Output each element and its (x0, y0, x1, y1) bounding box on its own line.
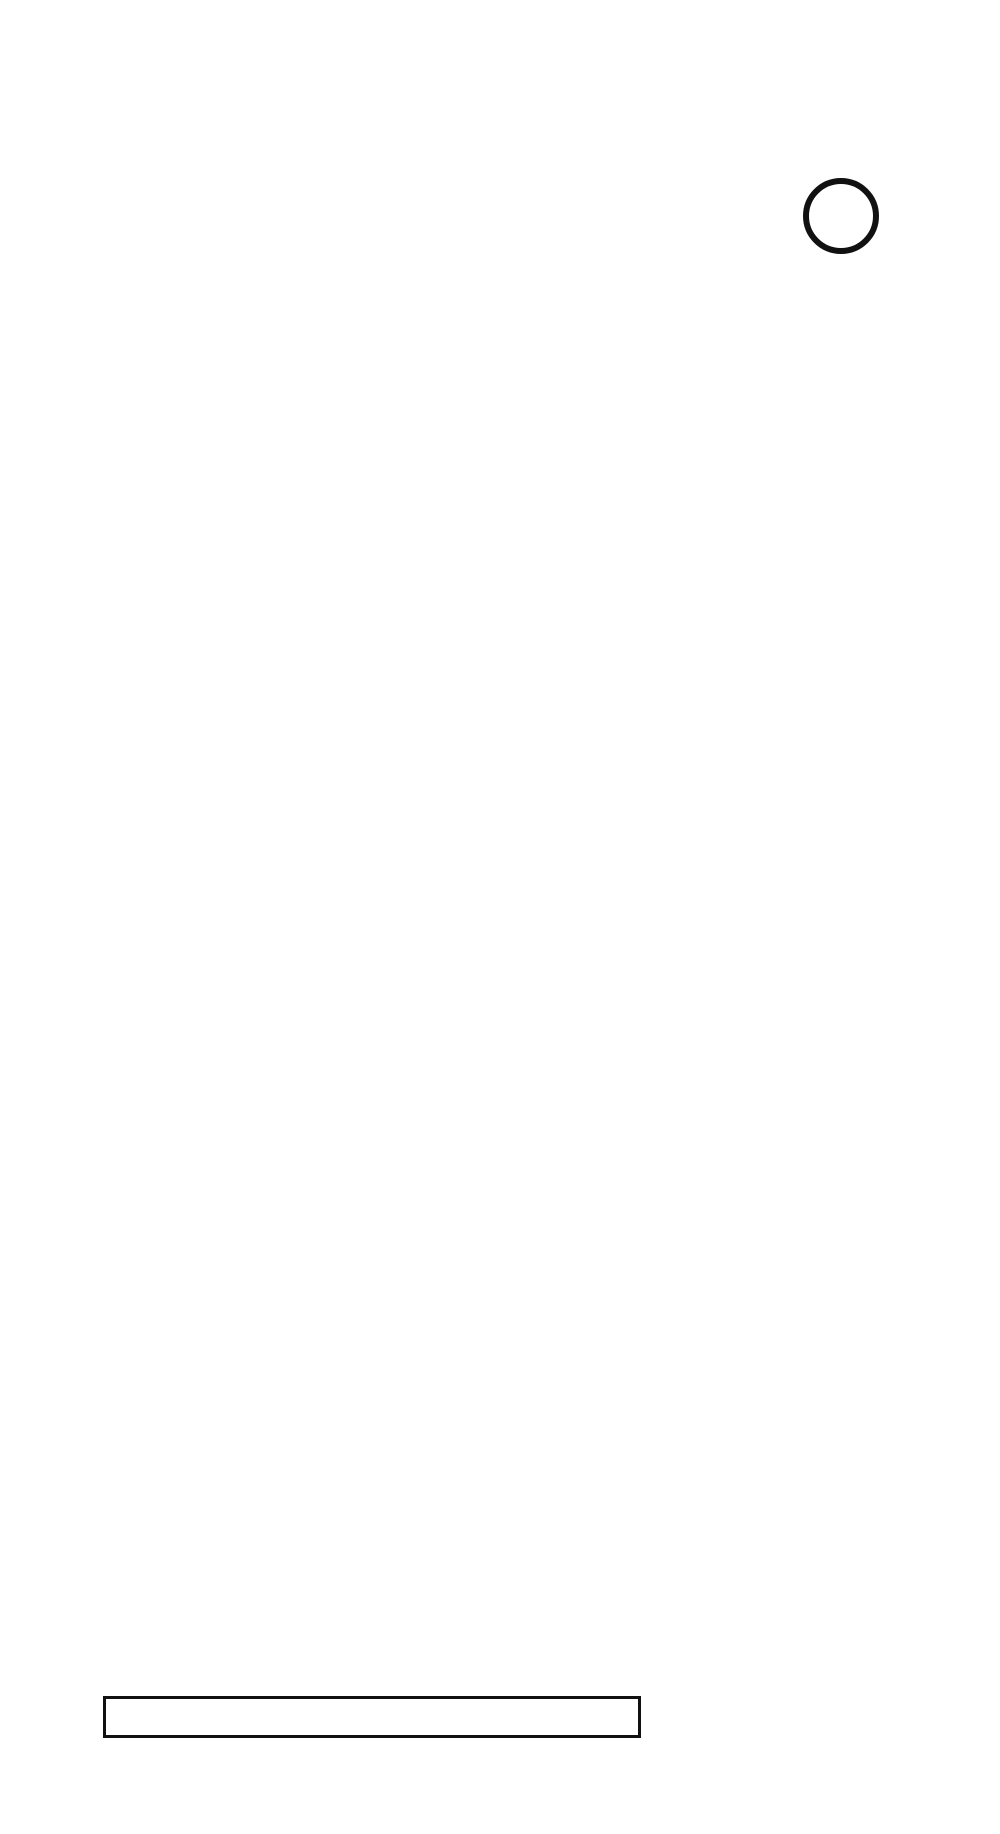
ar-badge (803, 178, 879, 254)
engagements-box (103, 1696, 641, 1738)
